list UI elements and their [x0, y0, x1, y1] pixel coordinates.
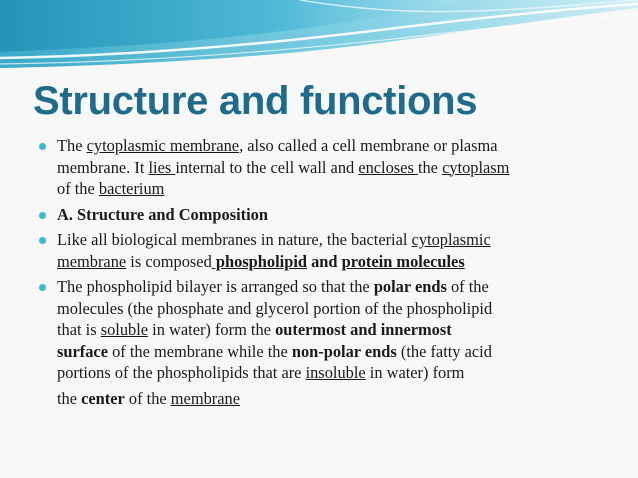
- underlined-term: protein molecules: [341, 251, 465, 271]
- underlined-term: membrane: [57, 251, 127, 271]
- underlined-term: cytoplasm: [442, 157, 510, 177]
- bullet-cytoplasmic-membrane: The cytoplasmic membrane, also called a cell membrane or plasma membrane. It lies internal to the cell wall and encloses the cytoplasm of the bacterium: [39, 135, 609, 200]
- bullet-dot-icon: [39, 143, 46, 150]
- underlined-term: lies: [148, 157, 176, 177]
- bullet-list: [39, 135, 609, 413]
- decorative-wave-banner: [0, 0, 638, 75]
- underlined-term: cytoplasmic membrane: [86, 136, 240, 155]
- underlined-term: encloses: [358, 157, 418, 177]
- underlined-term: bacterium: [98, 179, 165, 198]
- underlined-term: membrane: [170, 388, 240, 408]
- underlined-term: insoluble: [305, 363, 366, 382]
- bullet-dot-icon: [39, 212, 46, 219]
- bullet-biological-membranes: Like all biological membranes in nature, the bacterial cytoplasmic membrane is composed phospholipid and protein molecules: [39, 229, 609, 272]
- bullet-phospholipid-bilayer: The phospholipid bilayer is arranged so that the polar ends of the molecules (the phosphate and glycerol portion of the phospholipid that is soluble in water) form the outermost and innermost surface of the membrane while the non-polar ends (the fatty acid portions of the phospholipids that are insoluble in water) form the center of the membrane: [39, 276, 609, 409]
- underlined-term: cytoplasmic: [411, 230, 491, 249]
- underlined-term: soluble: [100, 320, 149, 339]
- slide-title: Structure and functions: [33, 79, 478, 123]
- bullet-dot-icon: [39, 284, 46, 291]
- bullet-structure-composition: A. Structure and Composition: [39, 204, 609, 226]
- underlined-term: phospholipid: [211, 251, 308, 271]
- bullet-dot-icon: [39, 237, 46, 244]
